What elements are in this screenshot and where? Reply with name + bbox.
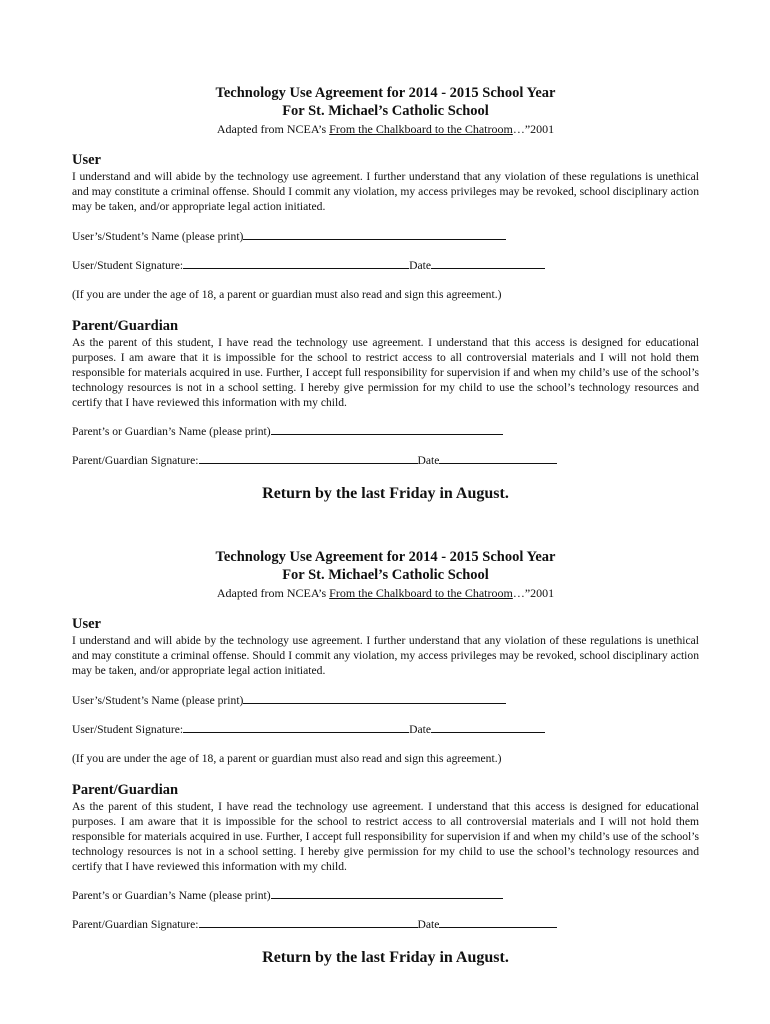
user-signature-label: User/Student Signature: <box>72 722 184 736</box>
user-name-line[interactable] <box>243 693 506 704</box>
user-signature-line[interactable] <box>183 722 409 733</box>
user-signature-label: User/Student Signature: <box>72 258 184 272</box>
source-citation: Adapted from NCEA’s From the Chalkboard to the Chatroom…”2001 <box>216 122 555 136</box>
source-citation: Adapted from NCEA’s From the Chalkboard to the Chatroom…”2001 <box>216 586 555 600</box>
school-name: For St. Michael’s Catholic School <box>282 103 489 119</box>
school-name: For St. Michael’s Catholic School <box>282 567 489 583</box>
user-heading: User <box>72 616 101 632</box>
user-date-line[interactable] <box>431 722 545 733</box>
user-agreement-text: I understand and will abide by the technology use agreement. I further understand that any violation of these regulations is unethical and may constitute a criminal offense. Should I commit any violation, my access privileges may be revoked, school disciplinary action may be taken, and/or appropriate legal action initiated. <box>72 634 699 678</box>
parent-name-label: Parent’s or Guardian’s Name (please print) <box>72 424 271 438</box>
parent-signature-field <box>72 453 699 468</box>
parent-date-line[interactable] <box>439 453 557 464</box>
date-label: Date <box>409 258 431 272</box>
parent-signature-line[interactable] <box>199 917 418 928</box>
user-signature-field <box>72 258 699 273</box>
user-name-field <box>72 693 699 708</box>
return-note: Return by the last Friday in August. <box>262 484 509 502</box>
parent-signature-label: Parent/Guardian Signature: <box>72 453 199 467</box>
parent-agreement-text: As the parent of this student, I have read the technology use agreement. I understand that this access is designed for educational purposes. I am aware that it is impossible for the school to restrict access to all controversial materials and I will not hold them responsible for materials acquired in use. Further, I accept full responsibility for supervision if and when my child’s use of the school’s technology resources is not in a school setting. I hereby give permission for my child to use the school’s technology resources and certify that I have reviewed this information with my child. <box>72 335 699 410</box>
user-name-label: User’s/Student’s Name (please print) <box>72 229 244 243</box>
parent-name-label: Parent’s or Guardian’s Name (please print) <box>72 888 271 902</box>
user-heading: User <box>72 152 101 168</box>
age-note: (If you are under the age of 18, a parent or guardian must also read and sign this agreement.) <box>72 751 502 765</box>
user-signature-line[interactable] <box>183 258 409 269</box>
parent-signature-label: Parent/Guardian Signature: <box>72 917 199 931</box>
user-name-line[interactable] <box>243 229 506 240</box>
user-name-label: User’s/Student’s Name (please print) <box>72 693 244 707</box>
parent-name-field <box>72 424 699 439</box>
user-name-field <box>72 229 699 244</box>
user-date-line[interactable] <box>431 258 545 269</box>
parent-signature-field <box>72 917 699 932</box>
parent-heading: Parent/Guardian <box>72 317 179 334</box>
date-label: Date <box>409 722 431 736</box>
source-title: From the Chalkboard to the Chatroom <box>329 122 513 136</box>
date-label: Date <box>417 453 440 467</box>
form-title: Technology Use Agreement for 2014 - 2015 School Year <box>215 549 556 565</box>
source-title: From the Chalkboard to the Chatroom <box>329 586 513 600</box>
return-note: Return by the last Friday in August. <box>262 948 509 966</box>
agreement-form-2 <box>72 548 699 968</box>
parent-signature-line[interactable] <box>199 453 418 464</box>
parent-heading: Parent/Guardian <box>72 781 179 798</box>
form-title: Technology Use Agreement for 2014 - 2015 School Year <box>215 85 556 101</box>
user-agreement-text: I understand and will abide by the technology use agreement. I further understand that any violation of these regulations is unethical and may constitute a criminal offense. Should I commit any violation, my access privileges may be revoked, school disciplinary action may be taken, and/or appropriate legal action initiated. <box>72 170 699 214</box>
parent-name-line[interactable] <box>271 424 503 435</box>
parent-date-line[interactable] <box>439 917 557 928</box>
parent-name-field <box>72 888 699 903</box>
user-signature-field <box>72 722 699 737</box>
age-note: (If you are under the age of 18, a parent or guardian must also read and sign this agreement.) <box>72 287 502 301</box>
parent-name-line[interactable] <box>271 888 503 899</box>
parent-agreement-text: As the parent of this student, I have read the technology use agreement. I understand that this access is designed for educational purposes. I am aware that it is impossible for the school to restrict access to all controversial materials and I will not hold them responsible for materials acquired in use. Further, I accept full responsibility for supervision if and when my child’s use of the school’s technology resources is not in a school setting. I hereby give permission for my child to use the school’s technology resources and certify that I have reviewed this information with my child. <box>72 799 699 874</box>
agreement-form-1 <box>72 84 699 504</box>
date-label: Date <box>417 917 440 931</box>
